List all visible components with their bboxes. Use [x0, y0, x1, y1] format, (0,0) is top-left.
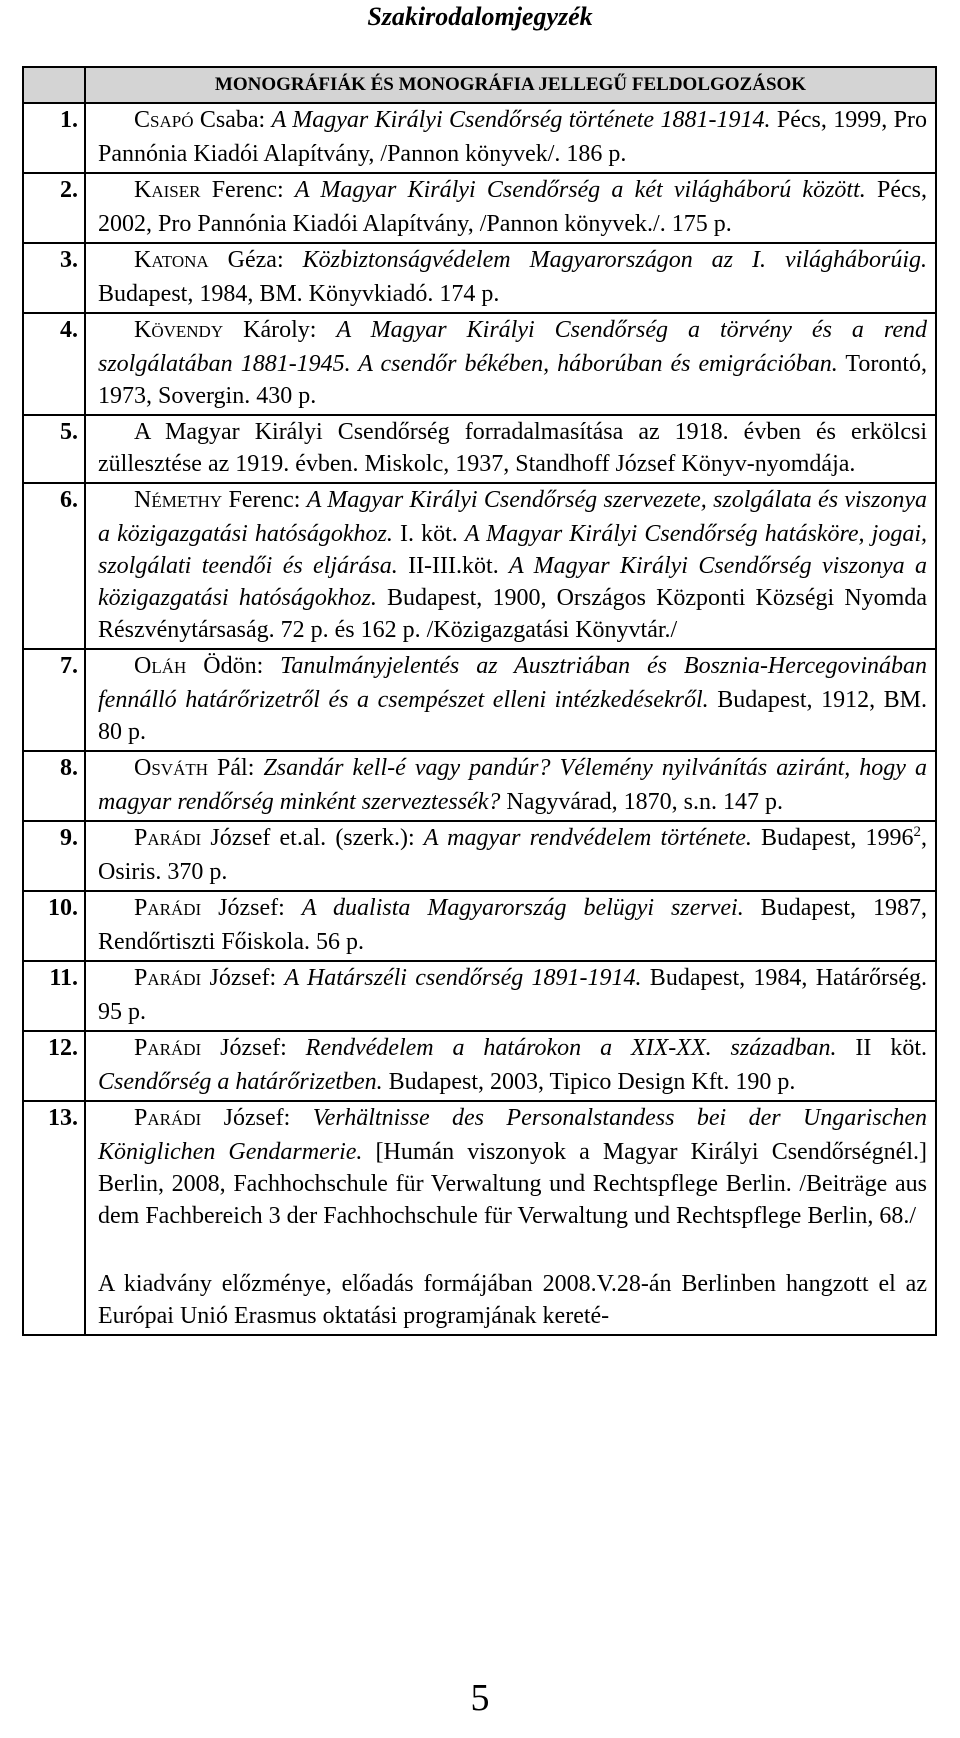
entry-cell [85, 313, 936, 415]
entry-text [98, 892, 927, 958]
entry-subtitle: Csendőrség a határőrizetben. [98, 1069, 383, 1095]
entry-cell [85, 243, 936, 313]
author-given-name: József: [201, 895, 302, 921]
entry-text [98, 752, 927, 818]
entry-text [98, 484, 927, 646]
table-row [23, 243, 936, 313]
author-initial: K [134, 177, 152, 203]
entry-text [98, 1102, 927, 1232]
author-initial: O [134, 653, 152, 679]
table-row [23, 103, 936, 173]
author-given-name: Ferenc: [222, 487, 307, 513]
author-initial: P [134, 1105, 148, 1131]
author-surname: ATONA [151, 252, 209, 271]
entry-cell [85, 649, 936, 751]
entry-text [98, 962, 927, 1028]
entry-number: 2. [23, 173, 85, 243]
page-number: 5 [470, 1677, 490, 1719]
entry-cell [85, 1101, 936, 1335]
entry-subtitle: A Magyar Királyi Csendőrség viszonya a közigazgatási hatóságokhoz. [98, 553, 928, 611]
author-initial: O [134, 755, 152, 781]
table-row [23, 751, 936, 821]
entry-title: A dualista Magyarország belügyi szervei. [301, 895, 744, 921]
entry-title: Közbiztonságvédelem Magyarországon az I. világháborúig. [302, 247, 927, 273]
entry-text [98, 822, 927, 888]
entry-title: A Magyar Királyi Csendőrség szervezete, szolgálata és viszonya a közigazgatási hatóságokhoz. [98, 487, 927, 547]
entry-cell [85, 961, 936, 1031]
table-row [23, 1101, 936, 1335]
entry-details: , Osiris. 370 p. [98, 825, 927, 885]
author-given-name: Géza: [208, 247, 303, 273]
table-row [23, 649, 936, 751]
entry-number: 11. [23, 961, 85, 1031]
entry-details: I. köt. [392, 521, 465, 547]
entry-details: Budapest, 1912, BM. 80 p. [98, 687, 927, 745]
entry-cell [85, 1031, 936, 1101]
author-initial: K [134, 247, 152, 273]
entry-details: Budapest, 1987, Rendőrtiszti Főiskola. 56 p. [98, 895, 927, 955]
author-surname: SVÁTH [151, 760, 209, 779]
entry-title: A Határszéli csendőrség 1891-1914. [284, 965, 642, 991]
entry-text [98, 104, 927, 170]
entry-cell [85, 483, 936, 649]
author-given-name: József: [201, 1105, 313, 1131]
entry-text [98, 650, 927, 748]
bibliography-table [22, 66, 937, 1336]
page-title: Szakirodalomjegyzék [367, 2, 593, 31]
author-initial: K [134, 317, 152, 343]
entry-cell [85, 751, 936, 821]
entry-number: 5. [23, 415, 85, 483]
table-row [23, 1031, 936, 1101]
table-row [23, 173, 936, 243]
entry-subtitle: A Magyar Királyi Csendőrség hatásköre, jogai, szolgálati teendői és eljárása. [98, 521, 927, 579]
author-surname: ARÁDI [147, 1040, 202, 1059]
entry-title: Tanulmányjelentés az Ausztriában és Bosznia-Hercegovinában fennálló határőrizetről és a csempészet elleni intézkedésekről. [98, 653, 927, 713]
entry-details: Budapest, 2003, Tipico Design Kft. 190 p. [382, 1069, 796, 1095]
author-given-name: József et.al. (szerk.): [201, 825, 424, 851]
author-surname: LÁH [151, 658, 187, 677]
entry-title: Rendvédelem a határokon a XIX-XX. században. [305, 1035, 837, 1061]
entry-details: Pécs, 2002, Pro Pannónia Kiadói Alapítvány, /Pannon könyvek./. 175 p. [98, 177, 927, 237]
entry-title: A Magyar Királyi Csendőrség a törvény és a rend szolgálatában 1881-1945. A csendőr békében, háborúban és emigrációban. [98, 317, 928, 377]
author-given-name: Károly: [223, 317, 337, 343]
table-row [23, 313, 936, 415]
entry-text [98, 244, 927, 310]
entry-title: Verhältnisse des Personalstandess bei der Ungarischen Königlichen Gendarmerie. [98, 1105, 927, 1165]
table-row [23, 891, 936, 961]
author-surname: ÉMETHY [151, 492, 223, 511]
entry-details: II-III.köt. [397, 553, 510, 579]
entry-number: 1. [23, 103, 85, 173]
entry-title: A Magyar Királyi Csendőrség története 1881-1914. [271, 107, 771, 133]
entry-details: Budapest, 1984, Határőrség. 95 p. [98, 965, 927, 1025]
entry-cell [85, 821, 936, 891]
entry-number: 7. [23, 649, 85, 751]
table-header-row [23, 67, 936, 103]
author-given-name: Ödön: [186, 653, 281, 679]
author-surname: ARÁDI [147, 970, 202, 989]
entry-details: Pécs, 1999, Pro Pannónia Kiadói Alapítvány, /Pannon könyvek/. 186 p. [98, 107, 927, 167]
entry-number: 3. [23, 243, 85, 313]
table-row [23, 821, 936, 891]
author-given-name: József: [201, 1035, 306, 1061]
table-row [23, 961, 936, 1031]
entry-number: 4. [23, 313, 85, 415]
table-row [23, 415, 936, 483]
table-row [23, 483, 936, 649]
entry-details: Budapest, 1984, BM. Könyvkiadó. 174 p. [98, 281, 500, 307]
entry-text [98, 1032, 927, 1098]
entry-details: Budapest, 1900, Országos Központi Községi Nyomda Részvénytársaság. 72 p. és 162 p. /Közigazgatási Könyvtár./ [98, 585, 927, 643]
author-surname: ARÁDI [147, 1110, 202, 1129]
entry-text [98, 174, 927, 240]
entry-number: 6. [23, 483, 85, 649]
entry-number: 9. [23, 821, 85, 891]
author-surname: ARÁDI [147, 900, 202, 919]
entry-cell [85, 415, 936, 483]
author-surname: AISER [151, 182, 201, 201]
entry-details: II köt. [836, 1035, 927, 1061]
entry-details: [Humán viszonyok a Magyar Királyi Csendőrségnél.] Berlin, 2008, Fachhochschule für Verwaltung und Rechtspflege Berlin. /Beiträge aus dem Fachbereich 3 der Fachhochschule für Verwaltung und Rechtspflege Berlin, 68./ [98, 1139, 927, 1229]
entry-text [98, 416, 927, 480]
author-initial: P [134, 965, 148, 991]
entry-cell [85, 891, 936, 961]
author-initial: P [134, 825, 148, 851]
author-initial: N [134, 487, 152, 513]
entry-number: 12. [23, 1031, 85, 1101]
section-heading: MONOGRÁFIÁK ÉS MONOGRÁFIA JELLEGŰ FELDOLGOZÁSOK [85, 67, 936, 103]
entry-title: A Magyar Királyi Csendőrség forradalmasítása az 1918. évben és erkölcsi züllesztése az 1919. évben. Miskolc, 1937, Standhoff József Könyv-nyomdája. [98, 419, 927, 477]
entry-details: Budapest, 1996 [751, 825, 914, 851]
author-surname: ÖVENDY [151, 322, 224, 341]
author-initial: P [134, 895, 148, 921]
author-initial: P [134, 1035, 148, 1061]
entry-cell [85, 173, 936, 243]
author-given-name: Ferenc: [200, 177, 295, 203]
author-given-name: Csaba: [193, 107, 272, 133]
author-initial: C [134, 107, 151, 133]
author-given-name: Pál: [208, 755, 264, 781]
header-number-cell [23, 67, 85, 103]
entry-number: 8. [23, 751, 85, 821]
author-given-name: József: [201, 965, 285, 991]
entry-note: A kiadvány előzménye, előadás formájában 2008.V.28-án Berlinben hangzott el az Európai Unió Erasmus oktatási programjának kereté- [98, 1271, 927, 1329]
entry-details: Torontó, 1973, Sovergin. 430 p. [98, 351, 927, 409]
author-surname: ARÁDI [147, 830, 202, 849]
entry-number: 13. [23, 1101, 85, 1335]
edition-superscript: 2 [913, 824, 921, 840]
entry-details: Nagyvárad, 1870, s.n. 147 p. [500, 789, 783, 815]
entry-text [98, 314, 927, 412]
entry-cell [85, 103, 936, 173]
entry-title: Zsandár kell-é vagy pandúr? Vélemény nyilvánítás aziránt, hogy a magyar rendőrség minként szerveztessék? [98, 755, 927, 815]
entry-title: A magyar rendvédelem története. [423, 825, 752, 851]
entry-number: 10. [23, 891, 85, 961]
author-surname: SAPÓ [150, 112, 194, 131]
entry-title: A Magyar Királyi Csendőrség a két világháború között. [294, 177, 866, 203]
